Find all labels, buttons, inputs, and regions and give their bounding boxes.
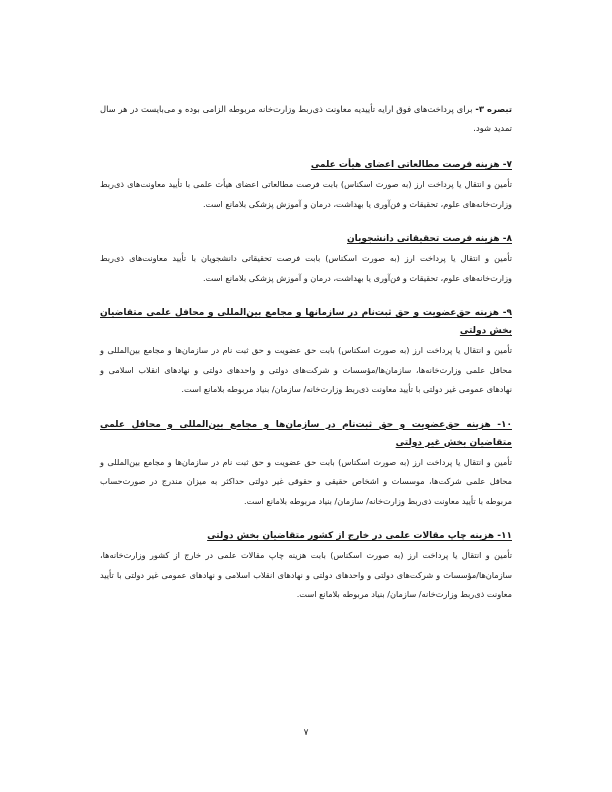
section-heading xyxy=(100,156,512,174)
section-7-heading: ۷- هزینه فرصت مطالعاتی اعضای هیأت علمی xyxy=(310,160,512,170)
section-heading xyxy=(100,527,512,545)
section-11-body: تأمین و انتقال یا پرداخت ارز (به صورت اسکناس) بابت هزینه چاپ مقالات علمی در خارج از کشور وزارت‌خانه‌ها، سازمان‌ها/مؤسسات و شرکت‌های دولتی و واحدهای دولتی و نهادهای انقلاب اسلامی و نهادهای عمومی غیر دولتی با تأیید معاونت ذی‌ربط وزارت‌خانه/ سازمان/ بنیاد مربوطه بلامانع است. xyxy=(100,550,512,599)
section-10 xyxy=(100,416,512,512)
section-9-heading: ۹- هزینه حق‌عضویت و حق ثبت‌نام در سازمانها و مجامع بین‌المللی و محافل علمی متقاضیان بخش دولتی xyxy=(100,308,512,336)
document-page xyxy=(100,100,512,621)
section-7-body: تأمین و انتقال یا پرداخت ارز (به صورت اسکناس) بابت فرصت مطالعاتی اعضای هیأت علمی با تأیید معاونت‌های ذی‌ربط وزارت‌خانه‌های علوم، تحقیقات و فن‌آوری یا بهداشت، درمان و آموزش پزشکی بلامانع است. xyxy=(100,179,512,209)
section-11 xyxy=(100,527,512,605)
note-paragraph xyxy=(100,100,512,138)
note-label: تبصره ۳- xyxy=(475,104,512,114)
section-11-heading: ۱۱- هزینه چاپ مقالات علمی در خارج از کشور متقاضیان بخش دولتی xyxy=(207,531,512,541)
section-heading xyxy=(100,304,512,340)
section-7 xyxy=(100,156,512,214)
section-8-heading: ۸- هزینه فرصت تحقیقاتی دانشجویان xyxy=(346,234,512,244)
note-text: برای پرداخت‌های فوق ارایه تأییدیه معاونت ذی‌ربط وزارت‌خانه مربوطه الزامی بوده و می‌بایست در هر سال تمدید شود. xyxy=(100,104,512,133)
section-10-body: تأمین و انتقال یا پرداخت ارز (به صورت اسکناس) بابت حق عضویت و حق ثبت نام در سازمان‌ها و مجامع بین‌المللی و محافل علمی شرکت‌ها، موسسات و اشخاص حقیقی و حقوقی غیر دولتی حداکثر به میزان مندرج در صورت‌حساب مربوطه با تأیید معاونت ذی‌ربط وزارت‌خانه/ سازمان/ بنیاد مربوطه بلامانع است. xyxy=(100,456,512,506)
section-8-body: تأمین و انتقال یا پرداخت ارز (به صورت اسکناس) بابت فرصت تحقیقاتی دانشجویان با تأیید معاونت‌های ذی‌ربط وزارت‌خانه‌های علوم، تحقیقات و فن‌آوری یا بهداشت، درمان و آموزش پزشکی بلامانع است. xyxy=(100,253,512,283)
section-9-body: تأمین و انتقال یا پرداخت ارز (به صورت اسکناس) بابت حق عضویت و حق ثبت نام در سازمان‌ها و مجامع بین‌المللی و محافل علمی وزارت‌خانه‌ها، سازمان‌ها/مؤسسات و شرکت‌های دولتی و واحدهای دولتی و نهادهای انقلاب اسلامی و نهادهای عمومی غیر دولتی با تأیید معاونت ذی‌ربط وزارت‌خانه/ سازمان/ بنیاد مربوطه بلامانع است. xyxy=(100,345,512,394)
section-9 xyxy=(100,304,512,400)
section-8 xyxy=(100,230,512,288)
section-10-heading: ۱۰- هزینه حق‌عضویت و حق ثبت‌نام در سازمان‌ها و مجامع بین‌المللی و محافل علمی متقاضیان بخش غیر دولتی xyxy=(100,419,512,448)
page-number: ۷ xyxy=(303,728,309,738)
section-heading xyxy=(100,230,512,248)
section-heading xyxy=(100,416,512,452)
